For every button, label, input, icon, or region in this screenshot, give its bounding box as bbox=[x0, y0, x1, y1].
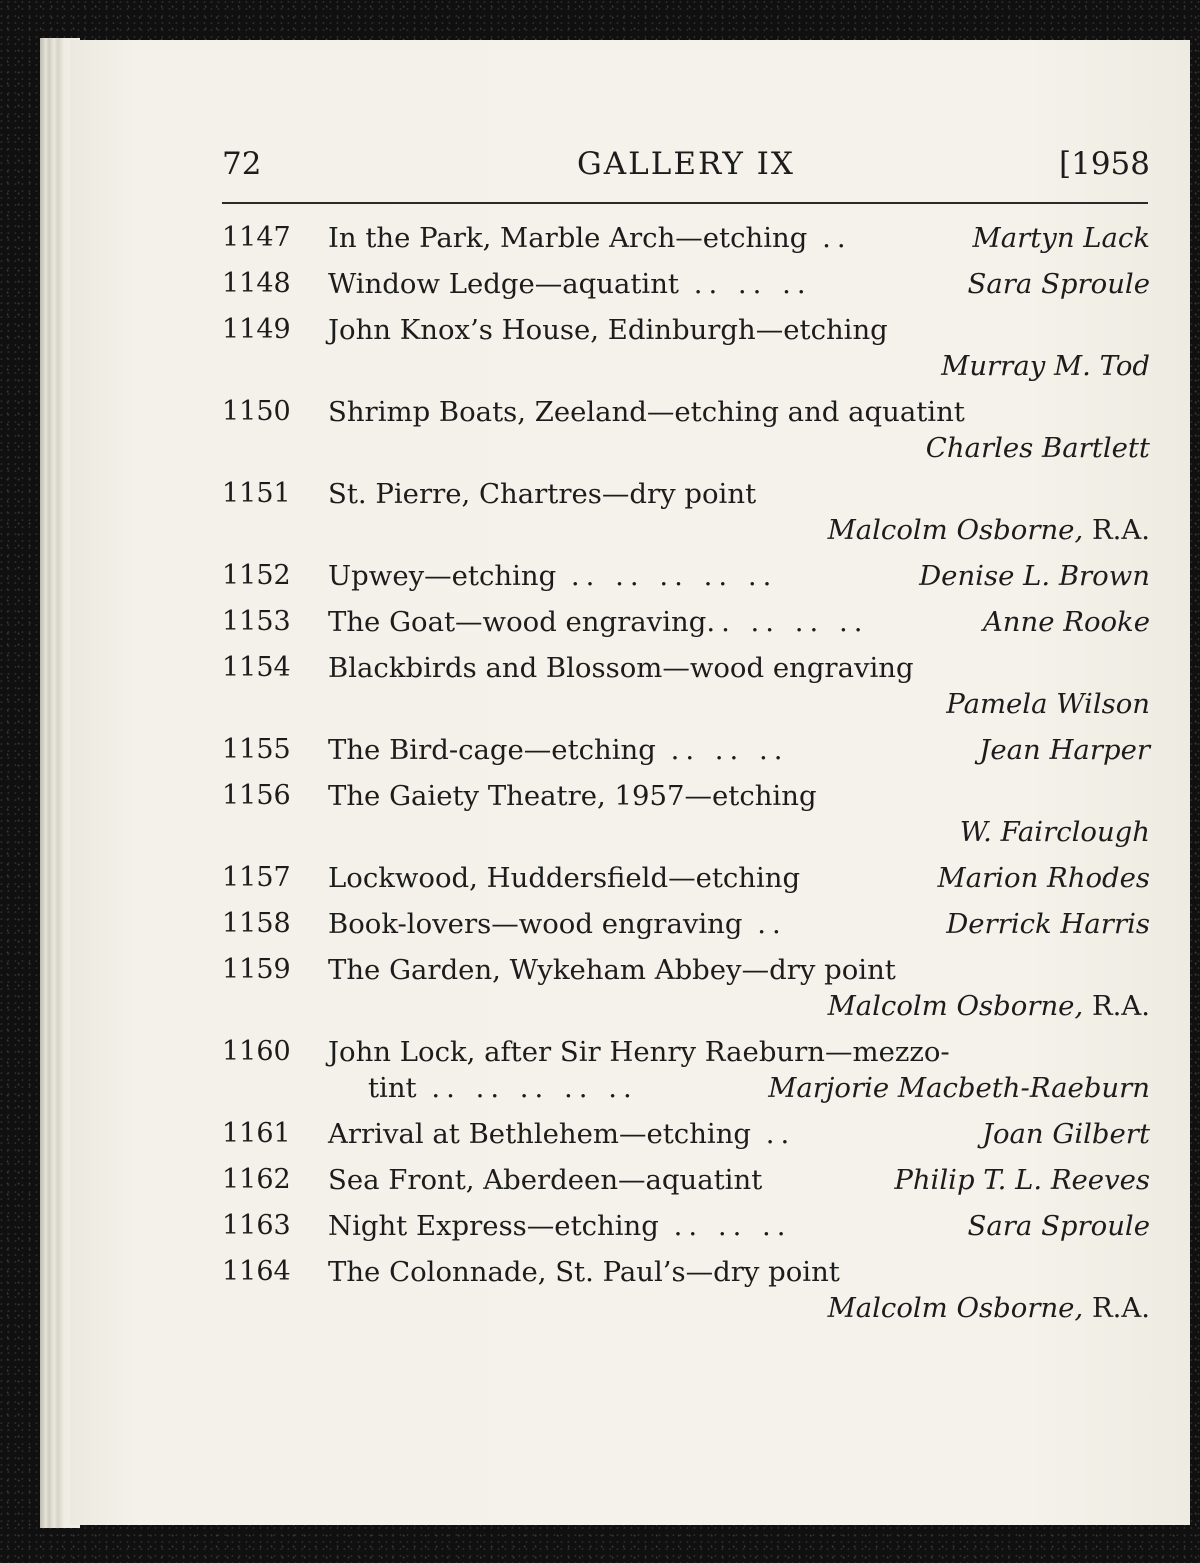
work-title-continued-text: tint bbox=[368, 1072, 417, 1104]
work-title-text: St. Pierre, Chartres—dry point bbox=[328, 478, 757, 510]
artist-name-text: Malcolm Osborne, bbox=[827, 514, 1084, 546]
work-title-text: Sea Front, Aberdeen—aquatint bbox=[328, 1164, 763, 1196]
work-title-text: The Garden, Wykeham Abbey—dry point bbox=[328, 954, 896, 986]
work-title-text: Book-lovers—wood engraving bbox=[328, 908, 743, 940]
entry-line bbox=[222, 1204, 1150, 1250]
work-title-continued bbox=[368, 1072, 638, 1104]
work-title bbox=[328, 862, 800, 894]
artist-name bbox=[828, 1292, 1150, 1324]
dot-leader: .. bbox=[807, 222, 852, 254]
work-title-text: The Gaiety Theatre, 1957—etching bbox=[328, 780, 817, 812]
catalogue-entry bbox=[222, 948, 1150, 1030]
page-header bbox=[222, 142, 1150, 188]
catalogue-entry bbox=[222, 390, 1150, 472]
artist-name bbox=[828, 514, 1150, 546]
work-title bbox=[328, 734, 789, 766]
work-title-text: In the Park, Marble Arch—etching bbox=[328, 222, 808, 254]
header-rule bbox=[222, 202, 1148, 204]
catalogue-number: 1149 bbox=[222, 314, 291, 345]
catalogue-entry bbox=[222, 472, 1150, 554]
artist-name-text: Malcolm Osborne, bbox=[827, 990, 1084, 1022]
work-title-text: Shrimp Boats, Zeeland—etching and aquatint bbox=[328, 396, 965, 428]
catalogue-entry bbox=[222, 554, 1150, 600]
work-title bbox=[328, 478, 756, 510]
artist-name-text: Derrick Harris bbox=[946, 908, 1150, 940]
running-title: GALLERY IX bbox=[577, 146, 795, 182]
work-title-text: Blackbirds and Blossom—wood engraving bbox=[328, 652, 914, 684]
artist-honour: R.A. bbox=[1083, 1292, 1150, 1324]
catalogue-number: 1162 bbox=[222, 1164, 291, 1195]
work-title bbox=[328, 908, 787, 940]
artist-name-text: W. Fairclough bbox=[959, 816, 1150, 848]
work-title bbox=[328, 606, 868, 638]
catalogue-entry bbox=[222, 600, 1150, 646]
artist-name bbox=[894, 1164, 1150, 1196]
work-title bbox=[328, 560, 777, 592]
dot-leader: .. .. .. bbox=[678, 268, 812, 300]
artist-name-text: Marjorie Macbeth-Raeburn bbox=[768, 1072, 1150, 1104]
catalogue-entry bbox=[222, 646, 1150, 728]
entry-line-artist bbox=[222, 984, 1150, 1030]
artist-name-text: Murray M. Tod bbox=[941, 350, 1150, 382]
artist-name bbox=[828, 990, 1150, 1022]
entry-line bbox=[222, 1030, 1150, 1066]
entry-line-continued bbox=[222, 1066, 1150, 1112]
artist-name bbox=[968, 1210, 1150, 1242]
work-title-text: John Lock, after Sir Henry Raeburn—mezzo- bbox=[328, 1036, 950, 1068]
artist-name bbox=[926, 432, 1150, 464]
entry-line bbox=[222, 1250, 1150, 1286]
work-title-text: Lockwood, Huddersfield—etching bbox=[328, 862, 801, 894]
artist-name bbox=[919, 560, 1150, 592]
catalogue-entry bbox=[222, 216, 1150, 262]
work-title bbox=[328, 1118, 795, 1150]
catalogue-entry bbox=[222, 262, 1150, 308]
catalogue-entry bbox=[222, 308, 1150, 390]
work-title bbox=[328, 1036, 950, 1068]
catalogue-entry bbox=[222, 1030, 1150, 1112]
artist-name-text: Malcolm Osborne, bbox=[827, 1292, 1084, 1324]
artist-name bbox=[946, 908, 1150, 940]
dot-leader: .. bbox=[742, 908, 787, 940]
artist-name-text: Philip T. L. Reeves bbox=[894, 1164, 1150, 1196]
catalogue-list bbox=[222, 216, 1150, 1332]
entry-line bbox=[222, 948, 1150, 984]
work-title-text: The Colonnade, St. Paul’s—dry point bbox=[328, 1256, 840, 1288]
catalogue-number: 1153 bbox=[222, 606, 291, 637]
work-title bbox=[328, 652, 914, 684]
work-title bbox=[328, 954, 896, 986]
catalogue-number: 1156 bbox=[222, 780, 291, 811]
entry-line bbox=[222, 472, 1150, 508]
entry-line-artist bbox=[222, 508, 1150, 554]
entry-line bbox=[222, 308, 1150, 344]
catalogue-number: 1147 bbox=[222, 222, 291, 253]
entry-line bbox=[222, 262, 1150, 308]
artist-name bbox=[979, 734, 1150, 766]
catalogue-number: 1160 bbox=[222, 1036, 291, 1067]
entry-line bbox=[222, 1158, 1150, 1204]
artist-name-text: Sara Sproule bbox=[967, 1210, 1150, 1242]
work-title bbox=[328, 1256, 840, 1288]
entry-line bbox=[222, 902, 1150, 948]
work-title-text: The Bird-cage—etching bbox=[328, 734, 656, 766]
work-title bbox=[328, 222, 852, 254]
artist-name-text: Martyn Lack bbox=[972, 222, 1150, 254]
catalogue-entry bbox=[222, 902, 1150, 948]
work-title-text: Arrival at Bethlehem—etching bbox=[328, 1118, 752, 1150]
entry-line bbox=[222, 774, 1150, 810]
entry-line bbox=[222, 216, 1150, 262]
catalogue-entry bbox=[222, 1250, 1150, 1332]
catalogue-number: 1154 bbox=[222, 652, 291, 683]
artist-name bbox=[968, 268, 1150, 300]
catalogue-entry bbox=[222, 728, 1150, 774]
catalogue-number: 1158 bbox=[222, 908, 291, 939]
entry-line bbox=[222, 600, 1150, 646]
catalogue-number: 1151 bbox=[222, 478, 291, 509]
entry-line-artist bbox=[222, 810, 1150, 856]
catalogue-number: 1148 bbox=[222, 268, 291, 299]
work-title bbox=[328, 314, 888, 346]
catalogue-number: 1164 bbox=[222, 1256, 291, 1287]
entry-line bbox=[222, 390, 1150, 426]
work-title bbox=[328, 396, 965, 428]
artist-name-text: Denise L. Brown bbox=[919, 560, 1150, 592]
artist-honour: R.A. bbox=[1083, 514, 1150, 546]
catalogue-number: 1155 bbox=[222, 734, 291, 765]
artist-name bbox=[941, 350, 1150, 382]
entry-line-artist bbox=[222, 344, 1150, 390]
catalogue-number: 1163 bbox=[222, 1210, 291, 1241]
work-title bbox=[328, 1210, 792, 1242]
entry-line bbox=[222, 728, 1150, 774]
catalogue-number: 1161 bbox=[222, 1118, 291, 1149]
catalogue-entry bbox=[222, 1158, 1150, 1204]
work-title bbox=[328, 268, 812, 300]
dot-leader: .. .. .. bbox=[655, 734, 789, 766]
entry-line-artist bbox=[222, 1286, 1150, 1332]
dot-leader: .. .. .. .. bbox=[706, 606, 869, 638]
catalogue-entry bbox=[222, 856, 1150, 902]
work-title-text: Window Ledge—aquatint bbox=[328, 268, 679, 300]
work-title bbox=[328, 780, 817, 812]
work-title bbox=[328, 1164, 762, 1196]
dot-leader: .. bbox=[751, 1118, 796, 1150]
artist-name-text: Joan Gilbert bbox=[981, 1118, 1150, 1150]
dot-leader: .. .. .. .. .. bbox=[556, 560, 778, 592]
artist-name bbox=[960, 816, 1150, 848]
entry-line bbox=[222, 646, 1150, 682]
catalogue-entry bbox=[222, 1204, 1150, 1250]
dot-leader: .. .. .. bbox=[658, 1210, 792, 1242]
artist-name-text: Charles Bartlett bbox=[925, 432, 1150, 464]
artist-name-text: Marion Rhodes bbox=[937, 862, 1150, 894]
entry-line bbox=[222, 554, 1150, 600]
artist-name-text: Anne Rooke bbox=[982, 606, 1150, 638]
artist-honour: R.A. bbox=[1083, 990, 1150, 1022]
catalogue-entry bbox=[222, 774, 1150, 856]
artist-name bbox=[983, 606, 1150, 638]
artist-name-text: Pamela Wilson bbox=[946, 688, 1150, 720]
artist-name bbox=[973, 222, 1150, 254]
work-title-text: The Goat—wood engraving bbox=[328, 606, 707, 638]
artist-name bbox=[946, 688, 1150, 720]
catalogue-entry bbox=[222, 1112, 1150, 1158]
page-number: 72 bbox=[222, 146, 262, 182]
catalogue-number: 1159 bbox=[222, 954, 291, 985]
year-bracket: [1958 bbox=[1059, 146, 1150, 182]
work-title-text: Night Express—etching bbox=[328, 1210, 659, 1242]
entry-line bbox=[222, 856, 1150, 902]
work-title-text: Upwey—etching bbox=[328, 560, 557, 592]
entry-line bbox=[222, 1112, 1150, 1158]
artist-name bbox=[982, 1118, 1150, 1150]
artist-name-text: Sara Sproule bbox=[967, 268, 1150, 300]
artist-name-text: Jean Harper bbox=[979, 734, 1150, 766]
catalogue-number: 1150 bbox=[222, 396, 291, 427]
work-title-text: John Knox’s House, Edinburgh—etching bbox=[328, 314, 888, 346]
artist-name bbox=[768, 1072, 1150, 1104]
catalogue-number: 1157 bbox=[222, 862, 291, 893]
catalogue-number: 1152 bbox=[222, 560, 291, 591]
dot-leader: .. .. .. .. .. bbox=[416, 1072, 638, 1104]
artist-name bbox=[938, 862, 1150, 894]
entry-line-artist bbox=[222, 682, 1150, 728]
entry-line-artist bbox=[222, 426, 1150, 472]
